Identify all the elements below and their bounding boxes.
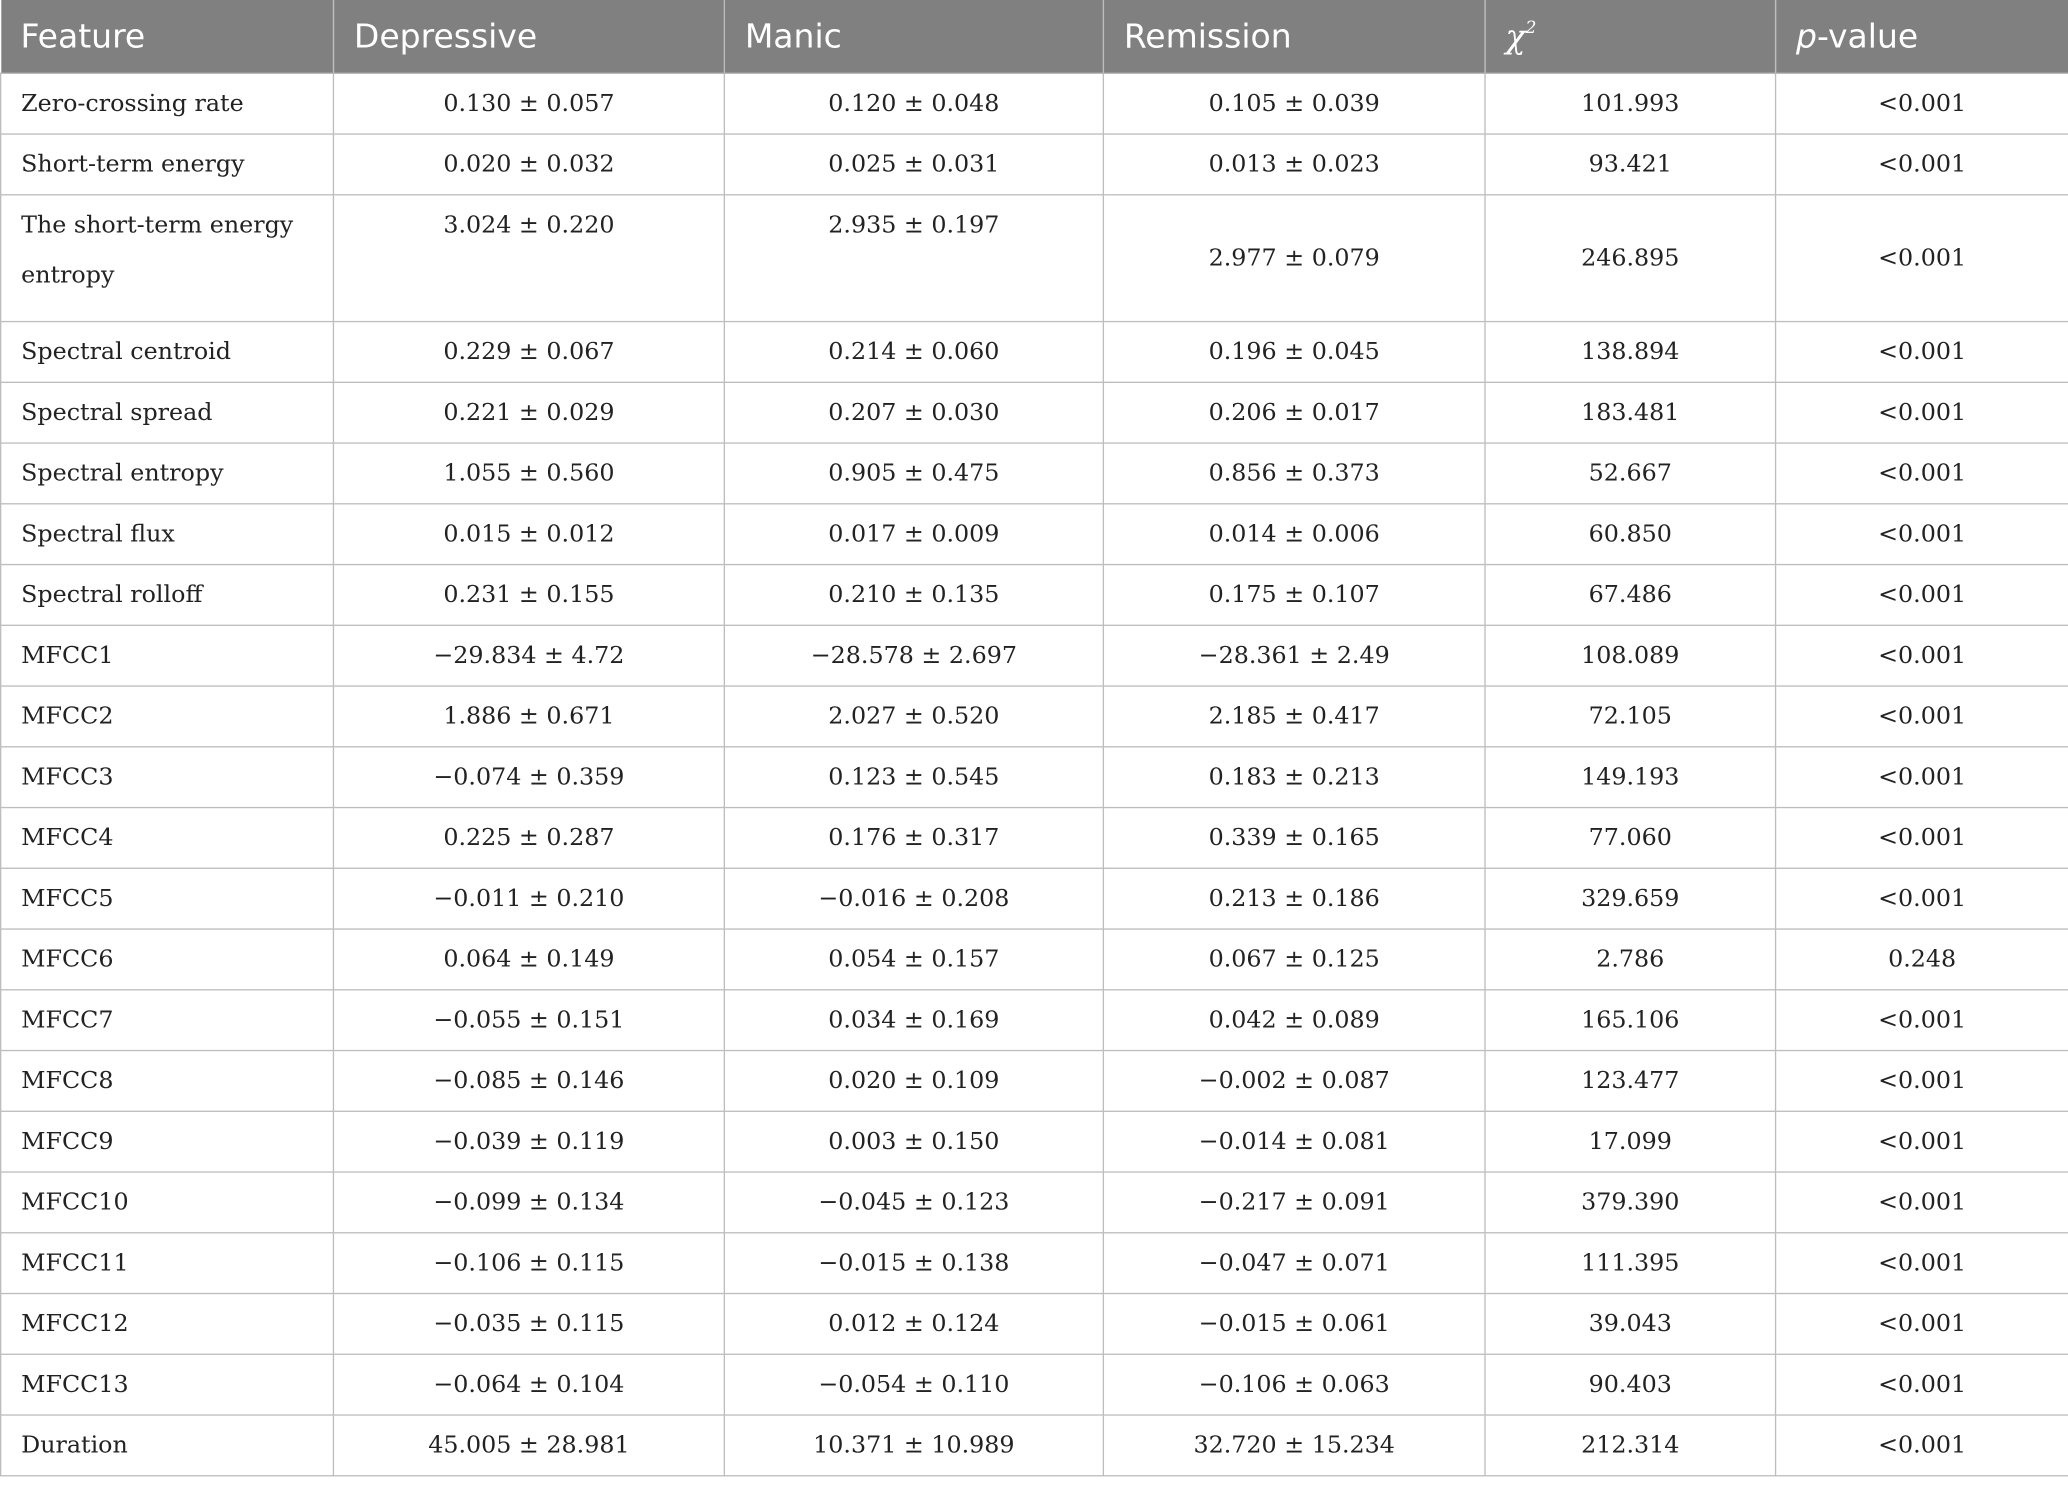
cell-p: <0.001	[1776, 195, 2068, 322]
cell-manic: −28.578 ± 2.697	[724, 625, 1103, 686]
cell-depressive: −0.035 ± 0.115	[333, 1294, 724, 1355]
table-row	[1, 382, 2068, 443]
cell-manic: 0.034 ± 0.169	[724, 990, 1103, 1051]
cell-manic: 0.003 ± 0.150	[724, 1111, 1103, 1172]
cell-manic: −0.015 ± 0.138	[724, 1233, 1103, 1294]
p-letter: p	[1796, 17, 1817, 56]
cell-p: <0.001	[1776, 990, 2068, 1051]
cell-chi2: 67.486	[1485, 565, 1776, 626]
cell-feature: Spectral rolloff	[1, 565, 334, 626]
table-row	[1, 1111, 2068, 1172]
cell-remission: 0.013 ± 0.023	[1103, 134, 1485, 195]
cell-feature: MFCC13	[1, 1354, 334, 1415]
cell-p: <0.001	[1776, 808, 2068, 869]
table-row	[1, 1354, 2068, 1415]
cell-feature: MFCC9	[1, 1111, 334, 1172]
table-row	[1, 1415, 2068, 1476]
cell-p: <0.001	[1776, 1111, 2068, 1172]
cell-remission: 0.014 ± 0.006	[1103, 504, 1485, 565]
cell-chi2: 77.060	[1485, 808, 1776, 869]
cell-remission: −0.047 ± 0.071	[1103, 1233, 1485, 1294]
cell-feature: MFCC3	[1, 747, 334, 808]
cell-chi2: 149.193	[1485, 747, 1776, 808]
cell-p: <0.001	[1776, 747, 2068, 808]
cell-feature: MFCC8	[1, 1051, 334, 1112]
cell-depressive: −0.011 ± 0.210	[333, 868, 724, 929]
table-row	[1, 686, 2068, 747]
cell-manic: 0.017 ± 0.009	[724, 504, 1103, 565]
cell-remission: −0.014 ± 0.081	[1103, 1111, 1485, 1172]
cell-remission: 0.213 ± 0.186	[1103, 868, 1485, 929]
cell-manic: −0.054 ± 0.110	[724, 1354, 1103, 1415]
cell-chi2: 52.667	[1485, 443, 1776, 504]
cell-chi2: 379.390	[1485, 1172, 1776, 1233]
p-suffix: -value	[1816, 17, 1919, 56]
cell-p: <0.001	[1776, 322, 2068, 383]
cell-depressive: 3.024 ± 0.220	[333, 195, 724, 322]
cell-remission: 0.206 ± 0.017	[1103, 382, 1485, 443]
cell-depressive: −0.055 ± 0.151	[333, 990, 724, 1051]
table-row	[1, 990, 2068, 1051]
cell-depressive: −0.039 ± 0.119	[333, 1111, 724, 1172]
cell-remission: 0.105 ± 0.039	[1103, 73, 1485, 134]
cell-p: <0.001	[1776, 382, 2068, 443]
cell-p: <0.001	[1776, 565, 2068, 626]
cell-chi2: 108.089	[1485, 625, 1776, 686]
chi-exponent: 2	[1525, 18, 1537, 39]
cell-remission: 32.720 ± 15.234	[1103, 1415, 1485, 1476]
cell-manic: 0.120 ± 0.048	[724, 73, 1103, 134]
cell-manic: 0.210 ± 0.135	[724, 565, 1103, 626]
table-row	[1, 73, 2068, 134]
cell-p: 0.248	[1776, 929, 2068, 990]
cell-feature: The short-term energy entropy	[1, 195, 334, 322]
cell-manic: 0.123 ± 0.545	[724, 747, 1103, 808]
cell-manic: 0.025 ± 0.031	[724, 134, 1103, 195]
cell-manic: 0.207 ± 0.030	[724, 382, 1103, 443]
cell-p: <0.001	[1776, 1172, 2068, 1233]
table-row	[1, 929, 2068, 990]
cell-p: <0.001	[1776, 686, 2068, 747]
cell-remission: 0.175 ± 0.107	[1103, 565, 1485, 626]
cell-chi2: 90.403	[1485, 1354, 1776, 1415]
cell-depressive: 0.064 ± 0.149	[333, 929, 724, 990]
cell-p: <0.001	[1776, 1415, 2068, 1476]
cell-p: <0.001	[1776, 1294, 2068, 1355]
cell-depressive: −0.064 ± 0.104	[333, 1354, 724, 1415]
cell-p: <0.001	[1776, 868, 2068, 929]
table-row	[1, 868, 2068, 929]
cell-remission: 0.856 ± 0.373	[1103, 443, 1485, 504]
cell-remission: −0.002 ± 0.087	[1103, 1051, 1485, 1112]
cell-feature: MFCC1	[1, 625, 334, 686]
cell-chi2: 60.850	[1485, 504, 1776, 565]
cell-remission: −0.217 ± 0.091	[1103, 1172, 1485, 1233]
cell-manic: 2.027 ± 0.520	[724, 686, 1103, 747]
cell-feature: MFCC2	[1, 686, 334, 747]
cell-manic: −0.045 ± 0.123	[724, 1172, 1103, 1233]
cell-chi2: 2.786	[1485, 929, 1776, 990]
cell-remission: 2.977 ± 0.079	[1103, 195, 1485, 322]
cell-chi2: 165.106	[1485, 990, 1776, 1051]
cell-remission: −0.015 ± 0.061	[1103, 1294, 1485, 1355]
cell-remission: −28.361 ± 2.49	[1103, 625, 1485, 686]
cell-remission: 0.339 ± 0.165	[1103, 808, 1485, 869]
cell-depressive: 0.229 ± 0.067	[333, 322, 724, 383]
cell-depressive: 0.221 ± 0.029	[333, 382, 724, 443]
header-row	[1, 0, 2068, 73]
cell-p: <0.001	[1776, 134, 2068, 195]
cell-manic: 2.935 ± 0.197	[724, 195, 1103, 322]
cell-feature: Spectral entropy	[1, 443, 334, 504]
header-depressive: Depressive	[333, 0, 724, 73]
cell-remission: 2.185 ± 0.417	[1103, 686, 1485, 747]
cell-chi2: 329.659	[1485, 868, 1776, 929]
cell-depressive: 1.886 ± 0.671	[333, 686, 724, 747]
cell-chi2: 246.895	[1485, 195, 1776, 322]
cell-depressive: −0.074 ± 0.359	[333, 747, 724, 808]
cell-depressive: 0.130 ± 0.057	[333, 73, 724, 134]
table-header	[1, 0, 2068, 73]
cell-feature: Zero-crossing rate	[1, 73, 334, 134]
table-row	[1, 134, 2068, 195]
table-row	[1, 625, 2068, 686]
cell-feature: MFCC12	[1, 1294, 334, 1355]
cell-chi2: 93.421	[1485, 134, 1776, 195]
cell-p: <0.001	[1776, 73, 2068, 134]
cell-feature: Spectral flux	[1, 504, 334, 565]
cell-depressive: 1.055 ± 0.560	[333, 443, 724, 504]
cell-depressive: 0.015 ± 0.012	[333, 504, 724, 565]
table-row	[1, 1233, 2068, 1294]
cell-p: <0.001	[1776, 1233, 2068, 1294]
cell-p: <0.001	[1776, 1051, 2068, 1112]
cell-manic: 0.012 ± 0.124	[724, 1294, 1103, 1355]
cell-manic: 0.176 ± 0.317	[724, 808, 1103, 869]
cell-manic: −0.016 ± 0.208	[724, 868, 1103, 929]
cell-remission: 0.196 ± 0.045	[1103, 322, 1485, 383]
table-row	[1, 195, 2068, 322]
cell-depressive: 45.005 ± 28.981	[333, 1415, 724, 1476]
cell-depressive: −0.085 ± 0.146	[333, 1051, 724, 1112]
cell-depressive: 0.225 ± 0.287	[333, 808, 724, 869]
cell-chi2: 17.099	[1485, 1111, 1776, 1172]
cell-manic: 0.054 ± 0.157	[724, 929, 1103, 990]
cell-feature: MFCC4	[1, 808, 334, 869]
cell-chi2: 123.477	[1485, 1051, 1776, 1112]
cell-depressive: 0.020 ± 0.032	[333, 134, 724, 195]
cell-remission: −0.106 ± 0.063	[1103, 1354, 1485, 1415]
cell-feature: Spectral centroid	[1, 322, 334, 383]
cell-depressive: −0.099 ± 0.134	[333, 1172, 724, 1233]
cell-depressive: −0.106 ± 0.115	[333, 1233, 724, 1294]
header-chi-square	[1485, 0, 1776, 73]
cell-manic: 0.214 ± 0.060	[724, 322, 1103, 383]
table-row	[1, 808, 2068, 869]
cell-feature: Spectral spread	[1, 382, 334, 443]
cell-depressive: −29.834 ± 4.72	[333, 625, 724, 686]
cell-chi2: 111.395	[1485, 1233, 1776, 1294]
cell-feature: MFCC11	[1, 1233, 334, 1294]
cell-remission: 0.183 ± 0.213	[1103, 747, 1485, 808]
cell-manic: 10.371 ± 10.989	[724, 1415, 1103, 1476]
cell-chi2: 212.314	[1485, 1415, 1776, 1476]
table-row	[1, 747, 2068, 808]
cell-feature: MFCC10	[1, 1172, 334, 1233]
cell-p: <0.001	[1776, 504, 2068, 565]
chi-symbol: χ	[1505, 17, 1526, 56]
header-manic: Manic	[724, 0, 1103, 73]
table-row	[1, 1051, 2068, 1112]
cell-depressive: 0.231 ± 0.155	[333, 565, 724, 626]
cell-manic: 0.020 ± 0.109	[724, 1051, 1103, 1112]
table-row	[1, 1172, 2068, 1233]
cell-feature: Duration	[1, 1415, 334, 1476]
cell-remission: 0.042 ± 0.089	[1103, 990, 1485, 1051]
table-row	[1, 322, 2068, 383]
cell-p: <0.001	[1776, 625, 2068, 686]
cell-p: <0.001	[1776, 1354, 2068, 1415]
cell-p: <0.001	[1776, 443, 2068, 504]
table-row	[1, 565, 2068, 626]
header-feature: Feature	[1, 0, 334, 73]
cell-feature: MFCC5	[1, 868, 334, 929]
cell-chi2: 101.993	[1485, 73, 1776, 134]
cell-chi2: 183.481	[1485, 382, 1776, 443]
cell-manic: 0.905 ± 0.475	[724, 443, 1103, 504]
table-body	[1, 73, 2068, 1475]
table-row	[1, 443, 2068, 504]
cell-chi2: 39.043	[1485, 1294, 1776, 1355]
cell-chi2: 138.894	[1485, 322, 1776, 383]
cell-feature: MFCC6	[1, 929, 334, 990]
header-p-value	[1776, 0, 2068, 73]
table-row	[1, 1294, 2068, 1355]
cell-remission: 0.067 ± 0.125	[1103, 929, 1485, 990]
header-remission: Remission	[1103, 0, 1485, 73]
cell-feature: Short-term energy	[1, 134, 334, 195]
cell-feature: MFCC7	[1, 990, 334, 1051]
table-row	[1, 504, 2068, 565]
cell-chi2: 72.105	[1485, 686, 1776, 747]
